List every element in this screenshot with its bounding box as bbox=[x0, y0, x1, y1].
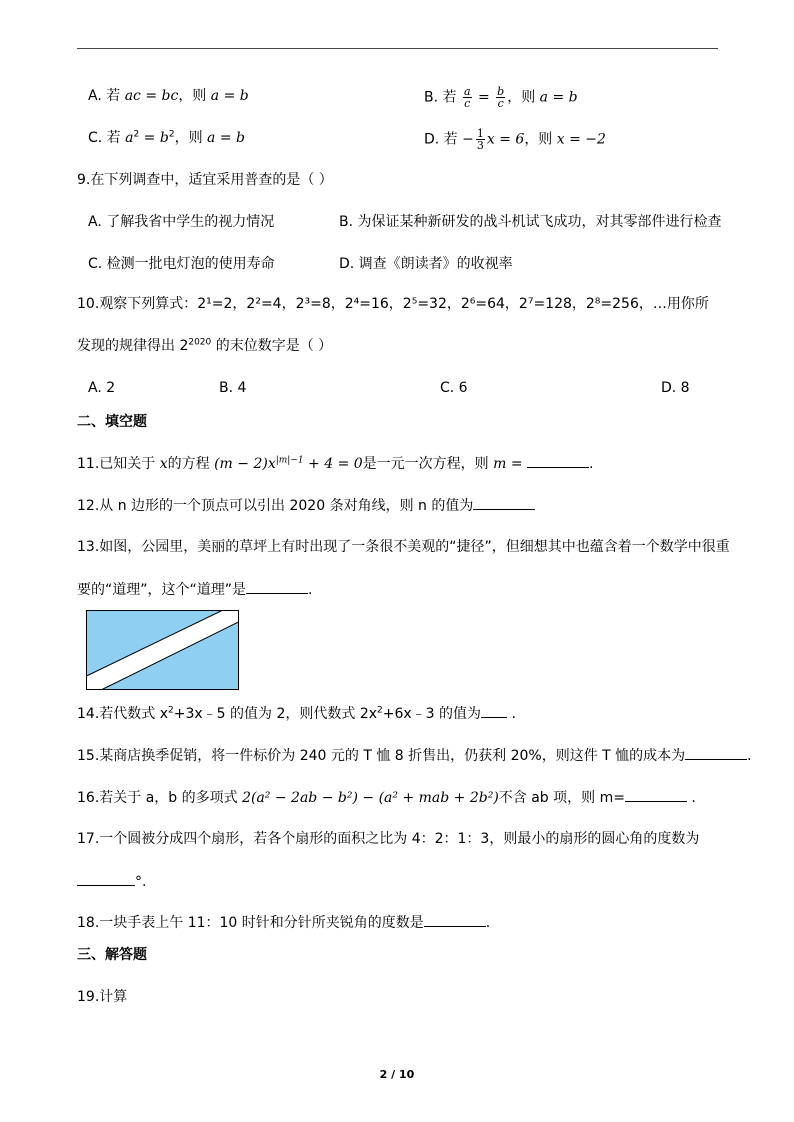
q8-option-a: A. 若 ac = bc，则 a = b bbox=[88, 88, 249, 104]
q10-option-b: B. 4 bbox=[219, 380, 247, 396]
section-solve: 三、解答题 bbox=[77, 947, 147, 963]
q9-stem: 9.在下列调查中，适宜采用普查的是（ ） bbox=[77, 172, 333, 188]
q8-option-b: B. 若 $\frac{a}{c}$ = $\frac{b}{c}$ ，则 a = b bbox=[424, 85, 578, 110]
answer-blank bbox=[481, 703, 507, 718]
lawn-shortcut-figure bbox=[86, 610, 239, 690]
fraction-b-over-c: $\frac{b}{c}$ bbox=[497, 85, 505, 110]
q14: 14.若代数式 $x^2+3x﹣5$ 的值为 2，则代数式 $2x^2+6x﹣3$ 的值为 . bbox=[77, 703, 516, 724]
q10-stem-line1: 10.观察下列算式：2¹=2，2²=4，2³=8，2⁴=16，2⁵=32，2⁶=64，2⁷=128，2⁸=256，…用你所 bbox=[77, 296, 709, 312]
answer-blank bbox=[473, 495, 535, 510]
q13-line2: 要的“道理”，这个“道理”是 . bbox=[77, 579, 312, 600]
answer-blank bbox=[685, 745, 747, 760]
answer-blank bbox=[246, 579, 308, 594]
header-rule bbox=[77, 48, 718, 49]
q11: 11.已知关于 x的方程 $(m - 2)x^{|m|-1} + 4 = 0$是一元一次方程，则 m = . bbox=[77, 453, 594, 474]
q9-option-d: D. 调查《朗读者》的收视率 bbox=[339, 256, 513, 272]
section-fill-in: 二、填空题 bbox=[77, 414, 147, 430]
q10-option-d: D. 8 bbox=[661, 380, 690, 396]
answer-blank bbox=[527, 453, 589, 468]
q16: 16.若关于 a，b 的多项式 2(a² − 2ab − b²) − (a² + mab + 2b²)不含 ab 项，则 m= . bbox=[77, 787, 696, 808]
q12: 12.从 n 边形的一个顶点可以引出 2020 条对角线，则 n 的值为 bbox=[77, 495, 535, 516]
fraction-one-third: $\frac{1}{3}$ bbox=[476, 127, 484, 152]
answer-blank bbox=[424, 912, 486, 927]
q10-option-a: A. 2 bbox=[88, 380, 116, 396]
q18: 18.一块手表上午 11：10 时针和分针所夹锐角的度数是 . bbox=[77, 912, 490, 933]
q19: 19.计算 bbox=[77, 989, 128, 1005]
q10-stem-line2: 发现的规律得出 $2^{2020}$ 的末位数字是（ ） bbox=[77, 337, 333, 354]
fraction-a-over-c: $\frac{a}{c}$ bbox=[463, 85, 471, 110]
q9-option-a: A. 了解我省中学生的视力情况 bbox=[88, 214, 275, 230]
answer-blank bbox=[77, 871, 135, 886]
q9-option-b: B. 为保证某种新研发的战斗机试飞成功，对其零部件进行检查 bbox=[339, 214, 722, 230]
q8-option-c: C. 若 $a^2 = b^2$，则 a = b bbox=[88, 129, 245, 146]
q17-line2: °. bbox=[77, 871, 146, 892]
q13-line1: 13.如图，公园里，美丽的草坪上有时出现了一条很不美观的“捷径”，但细想其中也蕴含着一个数学中很重 bbox=[77, 539, 730, 555]
q8-option-d: D. 若 − $\frac{1}{3}$ x = 6，则 x = −2 bbox=[424, 127, 606, 152]
q9-option-c: C. 检测一批电灯泡的使用寿命 bbox=[88, 256, 275, 272]
answer-blank bbox=[625, 787, 687, 802]
q17-line1: 17.一个圆被分成四个扇形，若各个扇形的面积之比为 4：2：1：3，则最小的扇形的圆心角的度数为 bbox=[77, 831, 700, 847]
q15: 15.某商店换季促销，将一件标价为 240 元的 T 恤 8 折售出，仍获利 20%，则这件 T 恤的成本为 . bbox=[77, 745, 752, 766]
page-number: 2 / 10 bbox=[379, 1068, 415, 1081]
q10-option-c: C. 6 bbox=[440, 380, 468, 396]
